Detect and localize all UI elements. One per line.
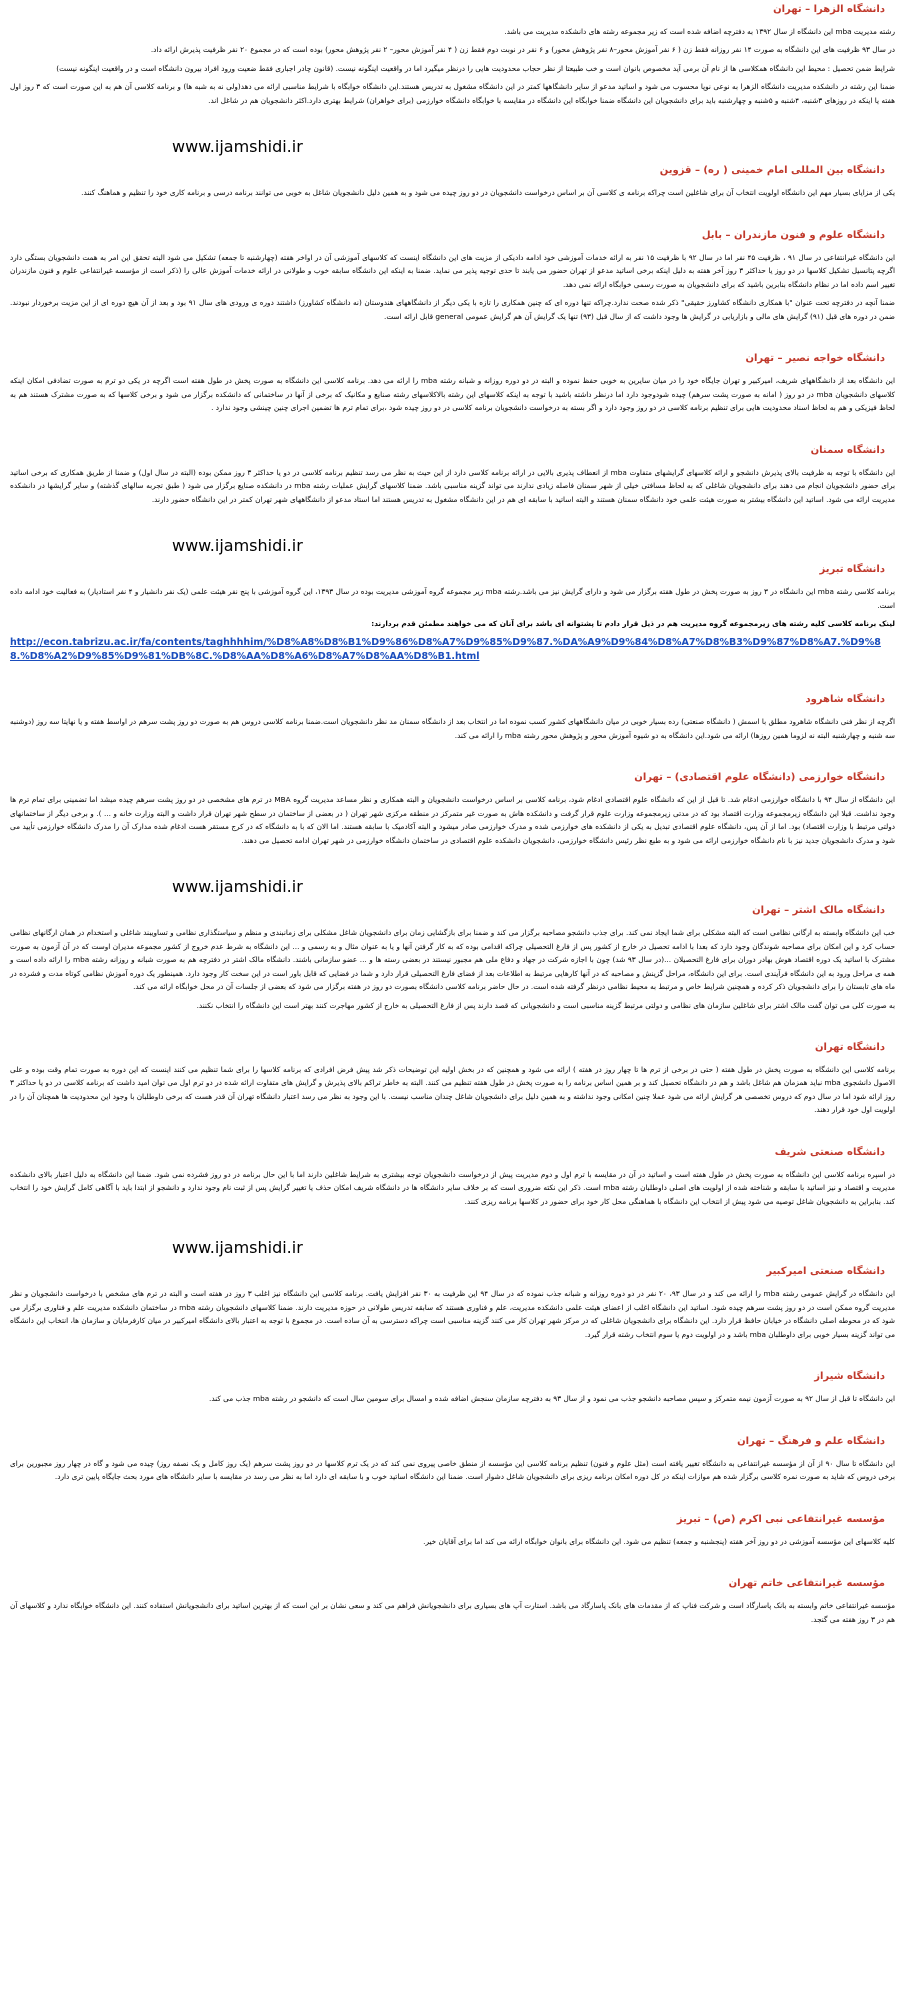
university-section-nabi-akram (10, 1514, 895, 1548)
site-watermark: www.ijamshidi.ir (172, 1238, 303, 1258)
section-title: دانشگاه علم و فرهنگ – تهران (737, 1435, 885, 1447)
university-section-sharif (10, 1147, 895, 1208)
university-section-alzahra (10, 4, 895, 107)
university-section-shiraz (10, 1371, 895, 1405)
section-title: دانشگاه سمنان (810, 444, 885, 456)
section-paragraph: این دانشگاه بعد از دانشگاههای شریف، امیرکبیر و تهران جایگاه خود را در میان سایرین به خوبی حفظ نموده و البته در دو دوره روزانه و شبانه رشته mba را ارائه می دهد. برنامه کلاسی این دانشگاه به صورت پخش در طول هفته است اگرچه در یکی دو ترم به صورت تضادفی امکان اینکه کلاسهای دانشجویان mba در دو روز ( امانه به صورت پشت سرهم) چیده شودوجود دارد اما درنظر داشته باشید با توجه به اینکه کلاسهای این رشته بالاکلاسهای رشته صنایع و مکانیک که برخی از آنها در ساختمانی که دانشکده برگزار می شود و برخی کلاسها که به صورت مشترک هستند هم به لحاظ فیزیکی و هم به لحاظ اسناد محدودیت هایی برای تنظیم برنامه کلاسی در دو روز وجود دارد و اگر بسته به درخواست دانشجویان برنامه کلاسی در دو روز چیده شود ،برای تمام ترم ها تضمین اجرای چنین چینشی وجود ندارد . (10, 376, 895, 413)
section-title: دانشگاه تبریز (819, 564, 885, 576)
university-section-tabriz (10, 564, 895, 664)
section-title: دانشگاه شاهرود (805, 694, 885, 706)
section-title: دانشگاه خواجه نصیر – تهران (745, 353, 885, 365)
section-paragraph: این دانشگاه از سال ۹۴ با دانشگاه خوارزمی ادغام شد. تا قبل از این که دانشگاه علوم اقتصادی ادغام شود، برنامه کلاسی بر اساس درخواست دانشجویان و البته همکاری و نظر مساعد مدیریت گروه MBA در ترم های مشخصی در دو روز پشت سرهم چیده میشد اما تضمینی برای تمام ترم ها وجود نداشت. قبلا این دانشگاه زیرمجموعه وزارت اقتصاد بود که در مدتی زیرمجموعه وزارت علوم قرار گرفت و دانشکده هاش به صورت غیر متمرکز در منطقه مرکزی شهر تهران ( در بعضی از ساختمان در سطح شهر تهران قرار داشت و البته وزارت خانه و ... ). و برخی دیگر از ساختمانهای دولتی مرتبط با وزارت اقتصاد) بود. اما از آن پس، دانشگاه علوم اقتصادی تبدیل به یکی از دانشکده های خوارزمی شده و مدرک خوارزمی صادر میشود و البته آکادمیک با سابقه هستند. اما الان که با به دانشگاه که در کرج مستقر هست ادغام شده مدارک آن را مدرک دانشگاه خوارزمی تأیید می شود و مدرک دانشجویان جدید نیز با نام دانشگاه خوارزمی ارائه می شود و به طبع نظر رئیس دانشگاه خوارزمی، دانشجویان دانشکده علوم اقتصادی در ساختمان دانشگاه خوارزمی در شهر تهران ادامه تحصیل می دهند. (10, 795, 895, 845)
section-paragraph: این دانشگاه تا سال ۹۰ از آن از مؤسسه غیرانتفاعی به دانشگاه تغییر یافته است (مثل علوم و فنون) تنظیم برنامه کلاسی این مؤسسه از منطق خاصی پیروی نمی کند که در یک ترم کلاسها در دو روز پشت سرهم (یک روز کامل و یک نصفه روز) چیده می شود و گاه در چهار روز مجبورین برای برخی دروس که شاید به صورت نمره کلاسی برگزار شده هم موازات اینکه در کل دوره امکان برنامه ریزی برای دانشجویان شاغل دشوار است. ضمنا این دانشگاه اساتید خوب و با سابقه ای دارد اما به نظر می رسد در مقایسه با سایر دانشگاه های مورد بحث جایگاه پایین تری دارد. (10, 1458, 895, 1482)
section-paragraph: یکی از مزایای بسیار مهم این دانشگاه اولویت انتخاب آن برای شاغلین است چراکه برنامه ی کلاسی آن بر اساس درخواست دانشجویان در دو روز چیده می شود و به همین دلیل دانشجویان شاغل به خوبی می توانند برنامه درسی و برنامه کاری خود را تنظیم و هماهنگ کنند. (81, 188, 895, 198)
section-paragraph: برنامه کلاسی این دانشگاه به صورت پخش در طول هفته ( حتی در برخی از ترم ها تا چهار روز در هفته ) ارائه می شود و همچنین که در بخش اولیه این توضیحات ذکر شد پیش فرض افرادی که برنامه کلاسها را برای شما تنظیم می کنند اینست که این دوره به صورت تمام وقت بوده و علی الاصول دانشجوی mba نباید همزمان هم شاغل باشد و هم در دانشگاه تحصیل کند و بر همین اساس برنامه را به صورت پخش در طول هفته تنظیم می کنند. البته به خاطر تراکم بالای پذیرش و گرایش های متفاوت ارائه شده در دو ترم اول می توان امید داشت که برنامه کلاسی در دو یا حداکثر ۳ روز ارائه شود اما در سال دوم که دروس تخصصی هر گرایش ارائه می شود عملا چنین امکانی وجود نداشته و به همین دلیل برای دانشجویان شاغل چندان مناسب نیست. با این وجود به نظر می رسد اعتبار دانشگاه تهران آن قدر هست که برخی داوطلبان با وجود این محدودیت ها همچنان آن را در اولویت اول خود قرار دهند. (10, 1065, 895, 1115)
section-title: دانشگاه بین المللی امام خمینی ( ره) – قزوین (659, 165, 885, 177)
section-title: دانشگاه صنعتی امیرکبیر (766, 1266, 885, 1278)
university-section-amirkabir (10, 1266, 895, 1341)
section-paragraph: شرایط ضمن تحصیل : محیط این دانشگاه همکلاسی ها از نام آن برمی آید مخصوص بانوان است و خب طبیعتا از نظر حجاب محدودیت هایی را درنظر میگیرد اما در واقعیت اینگونه نیست. (قانون چادر اجباری فقط ضعیت ورود افراد بیرون دانشگاه است و در واقعیت اینگونه نیست) (56, 63, 895, 73)
university-section-kharazmi (10, 772, 895, 847)
section-paragraph: این دانشگاه با توجه به ظرفیت بالای پذیرش دانشجو و ارائه کلاسهای گرایشهای متفاوت mba از انعطاف پذیری بالایی در ارائه برنامه کلاسی دارد از این حیث به نظر می رسد تنظیم برنامه کلاسی در دو یا حداکثر ۳ روز ممکن بوده (البته در سال اول) و ضمنا از طریق همکاری که برخی اساتید برای حضور دانشجویان انجام می دهند برای دانشجویان شاغلی که به لحاظ مسافتی خیلی از شهر سمنان فاصله زیادی ندارند می تواند گزینه مناسبی باشد. ضمنا کلاسهای گرایش عملیات رشته mba در دانشکده صنایع برگزار می شود ( طبق تجربه سالهای گذشته) و سایر گرایشها در دانشکده مدیریت ارائه می شود. اساتید این دانشگاه بیشتر به صورت هیئت علمی خود دانشگاه سمنان هستند و البته اساتید با سابقه ای هم در این دانشگاه مشغول به تدریس هستند اما استاد مدعو از دانشگاههای شهر تهران کمتر در این دانشگاه حضور دارند. (10, 467, 895, 504)
university-section-semnan (10, 445, 895, 506)
site-watermark: www.ijamshidi.ir (172, 536, 303, 556)
section-title: دانشگاه مالک اشتر – تهران (752, 905, 885, 917)
section-paragraph: به صورت کلی می توان گفت مالک اشتر برای شاغلین سازمان های نظامی و دولتی مرتبط گزینه مناسبی است و دانشجویانی که قصد دارند پس از فارغ التحصیلی به خارج از کشور مهاجرت کنند بهتر است این دانشگاه را انتخاب نکنند. (196, 1000, 895, 1010)
section-paragraph: این دانشگاه غیرانتفاعی در سال ۹۱ ، ظرفیت ۴۵ نفر اما در سال ۹۲ با ظرفیت ۱۵ نفر به ارائه خدمات آموزشی خود ادامه دادیکی از مزیت های این دانشگاه اینست که کلاسهای آموزشی آن در اواخر هفته (چهارشنبه تا جمعه) تشکیل می شود البته تحقق این امر به همت دانشجویان بستگی دارد اگرچه پتانسیل تشکیل کلاسها در دو روز یا حداکثر ۳ روز آخر هفته به دلیل اینکه برخی اساتید مدعو از تهران حضور می یابند تا حدی توجیه پذیر می نماید. ضمنا به اینکه این دانشگاه سابقه خوب و طولانی در ارائه خدمات آموزش عالی را (ذکر است از مؤسسه غیرانتفاعی علوم و فنون مازندران تغییر اسم داده اما در نظام دانشگاه بنابرین باشید که برای دانشجویان به صورت رسمی خوابگاه ارائه نمی دهد. (10, 252, 896, 289)
section-paragraph: خب این دانشگاه وابسته به ارگانی نظامی است که البته مشکلی برای شما ایجاد نمی کند. برای جذب دانشجو مصاحبه برگزار می کند و ضمنا برای بازگشایی زمان برای دانشجویان شاغل مشکلی برای زمانبندی و منظم و سیاستگذاری نظامی و تساویبند شاغلی و استخدام در همان ارگانهای نظامی حساب کرد و این امکان برای مصاحبه شوندگان وجود دارد که بعدا با ادامه تحصیل در خارج از کشور پس از فارغ التحصیلی چراکه اقدامی بوده که به کار گرفتن آنها و یا به عنوان مثال و به رسمی و ... این دانشگاه به شرط عدم خروج از کشور مجموعه مدیران اوست که در آن آزمون به صورت مشترک با اساتید یک دوره اقتصاد هوش بهادر دوران برای فارغ التحصیلان ...(در سال ۹۳ شد) چون با اجازه شرکت در جهاد و دفاع ملی هم مجبور نیستند در بعضی رسته ها و ... عضو سازمانی باشند. دانشگاه مالک اشتر در دفترچه هم به صورت شبانه و روزانه رشته mba را ارائه داده است و همه ی مراحل ورود به این دانشگاه فرآیندی است. برای این دانشگاه، مراحل گزینش و مصاحبه که در آنها کارهایی مرتبط به اطلاعات بعد از فضای فارغ التحصیلی قرار دارد و شما در فضایی که قابل باور است در این سخت کار وجود دارد. همینطور یک دوره آموزش نظامی کوتاه مدت و فشرده در ماه های تابستان را برای دانشجویان ذکر کرده و همچنین شرایط خاص و مرتبط به محیط نظامی درنظر گرفته شده است. در حال حاضر برنامه کلاسی دانشگاه بصورت دو روز در هفته برگزار می شود که بعضی از جلسات آن در محل خوابگاه ارائه می کند. (10, 928, 896, 992)
university-section-shahrood (10, 694, 895, 742)
site-watermark: www.ijamshidi.ir (172, 877, 303, 897)
section-title: دانشگاه شیراز (814, 1371, 885, 1383)
section-paragraph: این دانشگاه تا قبل از سال ۹۲ به صورت آزمون نیمه متمرکز و سپس مصاحبه دانشجو جذب می نمود و از سال ۹۳ به دفترچه سازمان سنجش اضافه شده و امسال برای سومین سال است که دانشجو در رشته mba جذب می کند. (209, 1394, 895, 1404)
section-title: دانشگاه تهران (815, 1042, 885, 1053)
section-paragraph: در اسپره برنامه کلاسی این دانشگاه به صورت پخش در طول هفته است و اساتید در آن در مقایسه با ترم اول و دوم مدیریت پیش از درخواست دانشجویان توجه بیشتری به شرایط شاغلین دارند اما با این حال برنامه در دو روز فشرده نمی شود. ضمنا این دانشگاه به دلیل اعتبار بالای دانشکده مدیریت و اقتصاد و نیز اساتید با سابقه و شناخته شده از اولویت های اصلی داوطلبان رشته mba است. ذکر این نکته ضروری است که بر خلاف سایر دانشگاه ها در دانشگاه شریف امکان حذف یا تغییر گرایش پس از ثبت نام وجود ندارد و دانشجو از ابتدا باید با آگاهی کامل گرایش خود را انتخاب کند. بنابراین به دانشجویان شاغل توصیه می شود پیش از انتخاب این دانشگاه با هماهنگی محل کار خود برای حضور در کلاسها برنامه ریزی کنند. (10, 1169, 895, 1206)
university-section-khajeh-nasir (10, 353, 895, 414)
section-title: دانشگاه علوم و فنون مازندران – بابل (701, 229, 885, 241)
university-section-mazandaran (10, 230, 895, 323)
section-title: مؤسسه غیرانتفاعی خاتم تهران (728, 1578, 885, 1590)
site-watermark: www.ijamshidi.ir (172, 137, 303, 157)
section-title: مؤسسه غیرانتفاعی نبی اکرم (ص) – تبریز (676, 1513, 885, 1525)
section-note: لینک برنامه کلاسی کلیه رشته های زیرمجموعه گروه مدیریت هم در ذیل قرار دادم تا پشتوانه ای باشد برای آنان که می خواهند مطمئن قدم بردارند: (371, 619, 895, 629)
university-section-imam-khomeini (10, 165, 895, 199)
section-title: دانشگاه الزهرا – تهران (773, 4, 885, 15)
section-paragraph: رشته مدیریت mba این دانشگاه از سال ۱۳۹۲ به دفترچه اضافه شده است که زیر مجموعه رشته های دانشکده مدیریت می باشد. (504, 27, 895, 36)
university-section-elm-farhang (10, 1436, 895, 1484)
section-title: دانشگاه صنعتی شریف (774, 1146, 885, 1158)
section-paragraph: در سال ۹۳ ظرفیت های این دانشگاه به صورت ۱۴ نفر روزانه فقط زن ( ۶ نفر آموزش محور–۸ نفر پژوهش محور) و ۶ نفر در نوبت دوم فقط زن ( ۴ نفر آموزش محور– ۲ نفر پژوهش محور) بوده است که در مجموع ۲۰ نفر ظرفیت پذیرش ارائه داد. (150, 45, 895, 55)
tabriz-schedule-link[interactable]: http://econ.tabrizu.ac.ir/fa/contents/taghhhhim/%D8%A8%D8%B1%D9%86%D8%A7%D9%85%D9%87.%DA%A9%D9%84%D8%A7%D8%B3%D9%87%D8%A7.%D9%88.%D8%A2%D9%85%D9%81%DB%8C.%D8%AA%D8%A6%D8%A7%D8%AA%D8%B1.html (10, 636, 881, 662)
university-section-khatam (10, 1578, 895, 1626)
section-paragraph: کلیه کلاسهای این مؤسسه آموزشی در دو روز آخر هفته (پنجشنبه و جمعه) تنظیم می شود. این دانشگاه برای بانوان خوابگاه ارائه می کند اما برای آقایان خیر. (423, 1536, 895, 1546)
section-paragraph: ضمنا آنچه در دفترچه تحت عنوان "با همکاری دانشگاه کشاورز حقیقی" ذکر شده صحت ندارد.چراکه تنها دوره ای که چنین همکاری را تازه با یکی دیگر از دانشگاههای هندوستان (نه دانشگاه کشاورز) داشتند دوره ی ورودی های سال ۹۱ بود و بعد از آن هیچ دوره ای از این مزیت برخوردار نبودند. ضمن در دوره های قبل (۹۱) گرایش های مالی و بازاریابی در گرایش ها وجود داشت که از سال قبل (۹۳) تنها یک گرایش آن هم گرایش عمومی general قابل ارائه است. (10, 298, 895, 321)
university-section-malek-ashtar (10, 905, 895, 1012)
section-paragraph: برنامه کلاسی رشته mba این دانشگاه در ۳ روز به صورت پخش در طول هفته برگزار می شود و دارای گرایش نیز می باشد.رشته mba زیر مجموعه گروه آموزشی مدیریت بوده در سال ۱۳۹۳، این گروه آموزشی با پنج نفر هیئت علمی (یک نفر دانشیار و ۴ نفر استادیار) به فعالیت خود ادامه داده است. (10, 587, 895, 610)
section-paragraph: اگرچه از نظر فنی دانشگاه شاهرود مطلق با اسمش ( دانشگاه صنعتی) رده بسیار خوبی در میان دانشگاههای کشور کسب نموده اما در انتخاب بعد از دانشگاه سمنان مد نظر دانشجویان است.ضمنا برنامه کلاسی دروس هم به صورت دو روز پشت سرهم در اواسط هفته و یا نهایتا سه روز (دوشنبه سه شنبه و چهارشنبه البته نه لزوما همین روزها) ارائه می شود.این دانشگاه به دو شیوه آموزش محور و پژوهش محور رشته mba را ارائه می کند. (10, 717, 895, 740)
section-paragraph: ضمنا این رشته در دانشکده مدیریت دانشگاه الزهرا به نوعی نوپا محسوب می شود و اساتید مدعو از سایر دانشگاهها کمتر در این دانشگاه مشغول به تدریس هستند.این دانشگاه خوابگاه با شرایط مناسبی ارائه می دهد(ولی نه به شبه ها) و برنامه کلاسی آن هم به این صورت است که ۳ روز اول هفته یا اینکه در روزهای ۳شنبه، ۴شنبه و ۵شنبه و چهارشنبه باید برای دانشجویان این دانشگاه ضمنا خوابگاه این دانشگاه در مقایسه با خوابگاه دانشگاه خوارزمی (برای خواهران) شرایط بهتری دارد.اکثر دانشجویان هم در شاغل اند. (10, 82, 895, 105)
section-paragraph: این دانشگاه در گرایش عمومی رشته mba را ارائه می کند و در سال ۹۳، ۲۰ نفر در دو دوره روزانه و شبانه جذب نموده که در سال ۹۴ این ظرفیت به ۳۰ نفر افزایش یافت. برنامه کلاسی این دانشگاه نیز اغلب ۳ روز در هفته است و البته در ترم های مشخص با درخواست دانشجویان و نظر مدیریت گروه ممکن است در دو روز پشت سرهم چیده شود. اساتید این دانشگاه اغلب از اعضای هیئت علمی دانشکده مدیریت، علم و فناوری هستند که سابقه تدریس طولانی در حوزه مدیریت دارند. ضمنا کلاسهای دانشجویان رشته mba در ساختمان دانشکده مدیریت علم و فناوری برگزار می شود که در محوطه اصلی دانشگاه در خیابان حافظ قرار دارد. این دانشگاه برای دانشجویان شاغلی که در مرکز شهر تهران کار می کنند گزینه مناسبی است چراکه دسترسی به آن ساده است. در مجموع با توجه به اعتبار بالای دانشگاه امیرکبیر در میان کارفرمایان و سازمان ها، انتخاب این دانشگاه می تواند گزینه بسیار خوبی برای داوطلبان mba باشد و در اولویت دوم یا سوم انتخاب رشته قرار گیرد. (10, 1289, 895, 1339)
section-title: دانشگاه خوارزمی (دانشگاه علوم اقتصادی) – تهران (634, 772, 885, 784)
section-paragraph: مؤسسه غیرانتفاعی خاتم وابسته به بانک پاسارگاد است و شرکت فناپ که از مقدمات های بانک پاسارگاد می باشد. استارت آپ های بسیاری برای دانشجویانش فراهم می کند و سعی نشان بر این است که از بهترین اساتید برای دانشجویانش استفاده کنند. این دانشگاه خوابگاه ندارد و کلاسهای آن هم در ۳ روز هفته می گنجد. (10, 1601, 895, 1624)
university-section-tehran (10, 1042, 895, 1117)
